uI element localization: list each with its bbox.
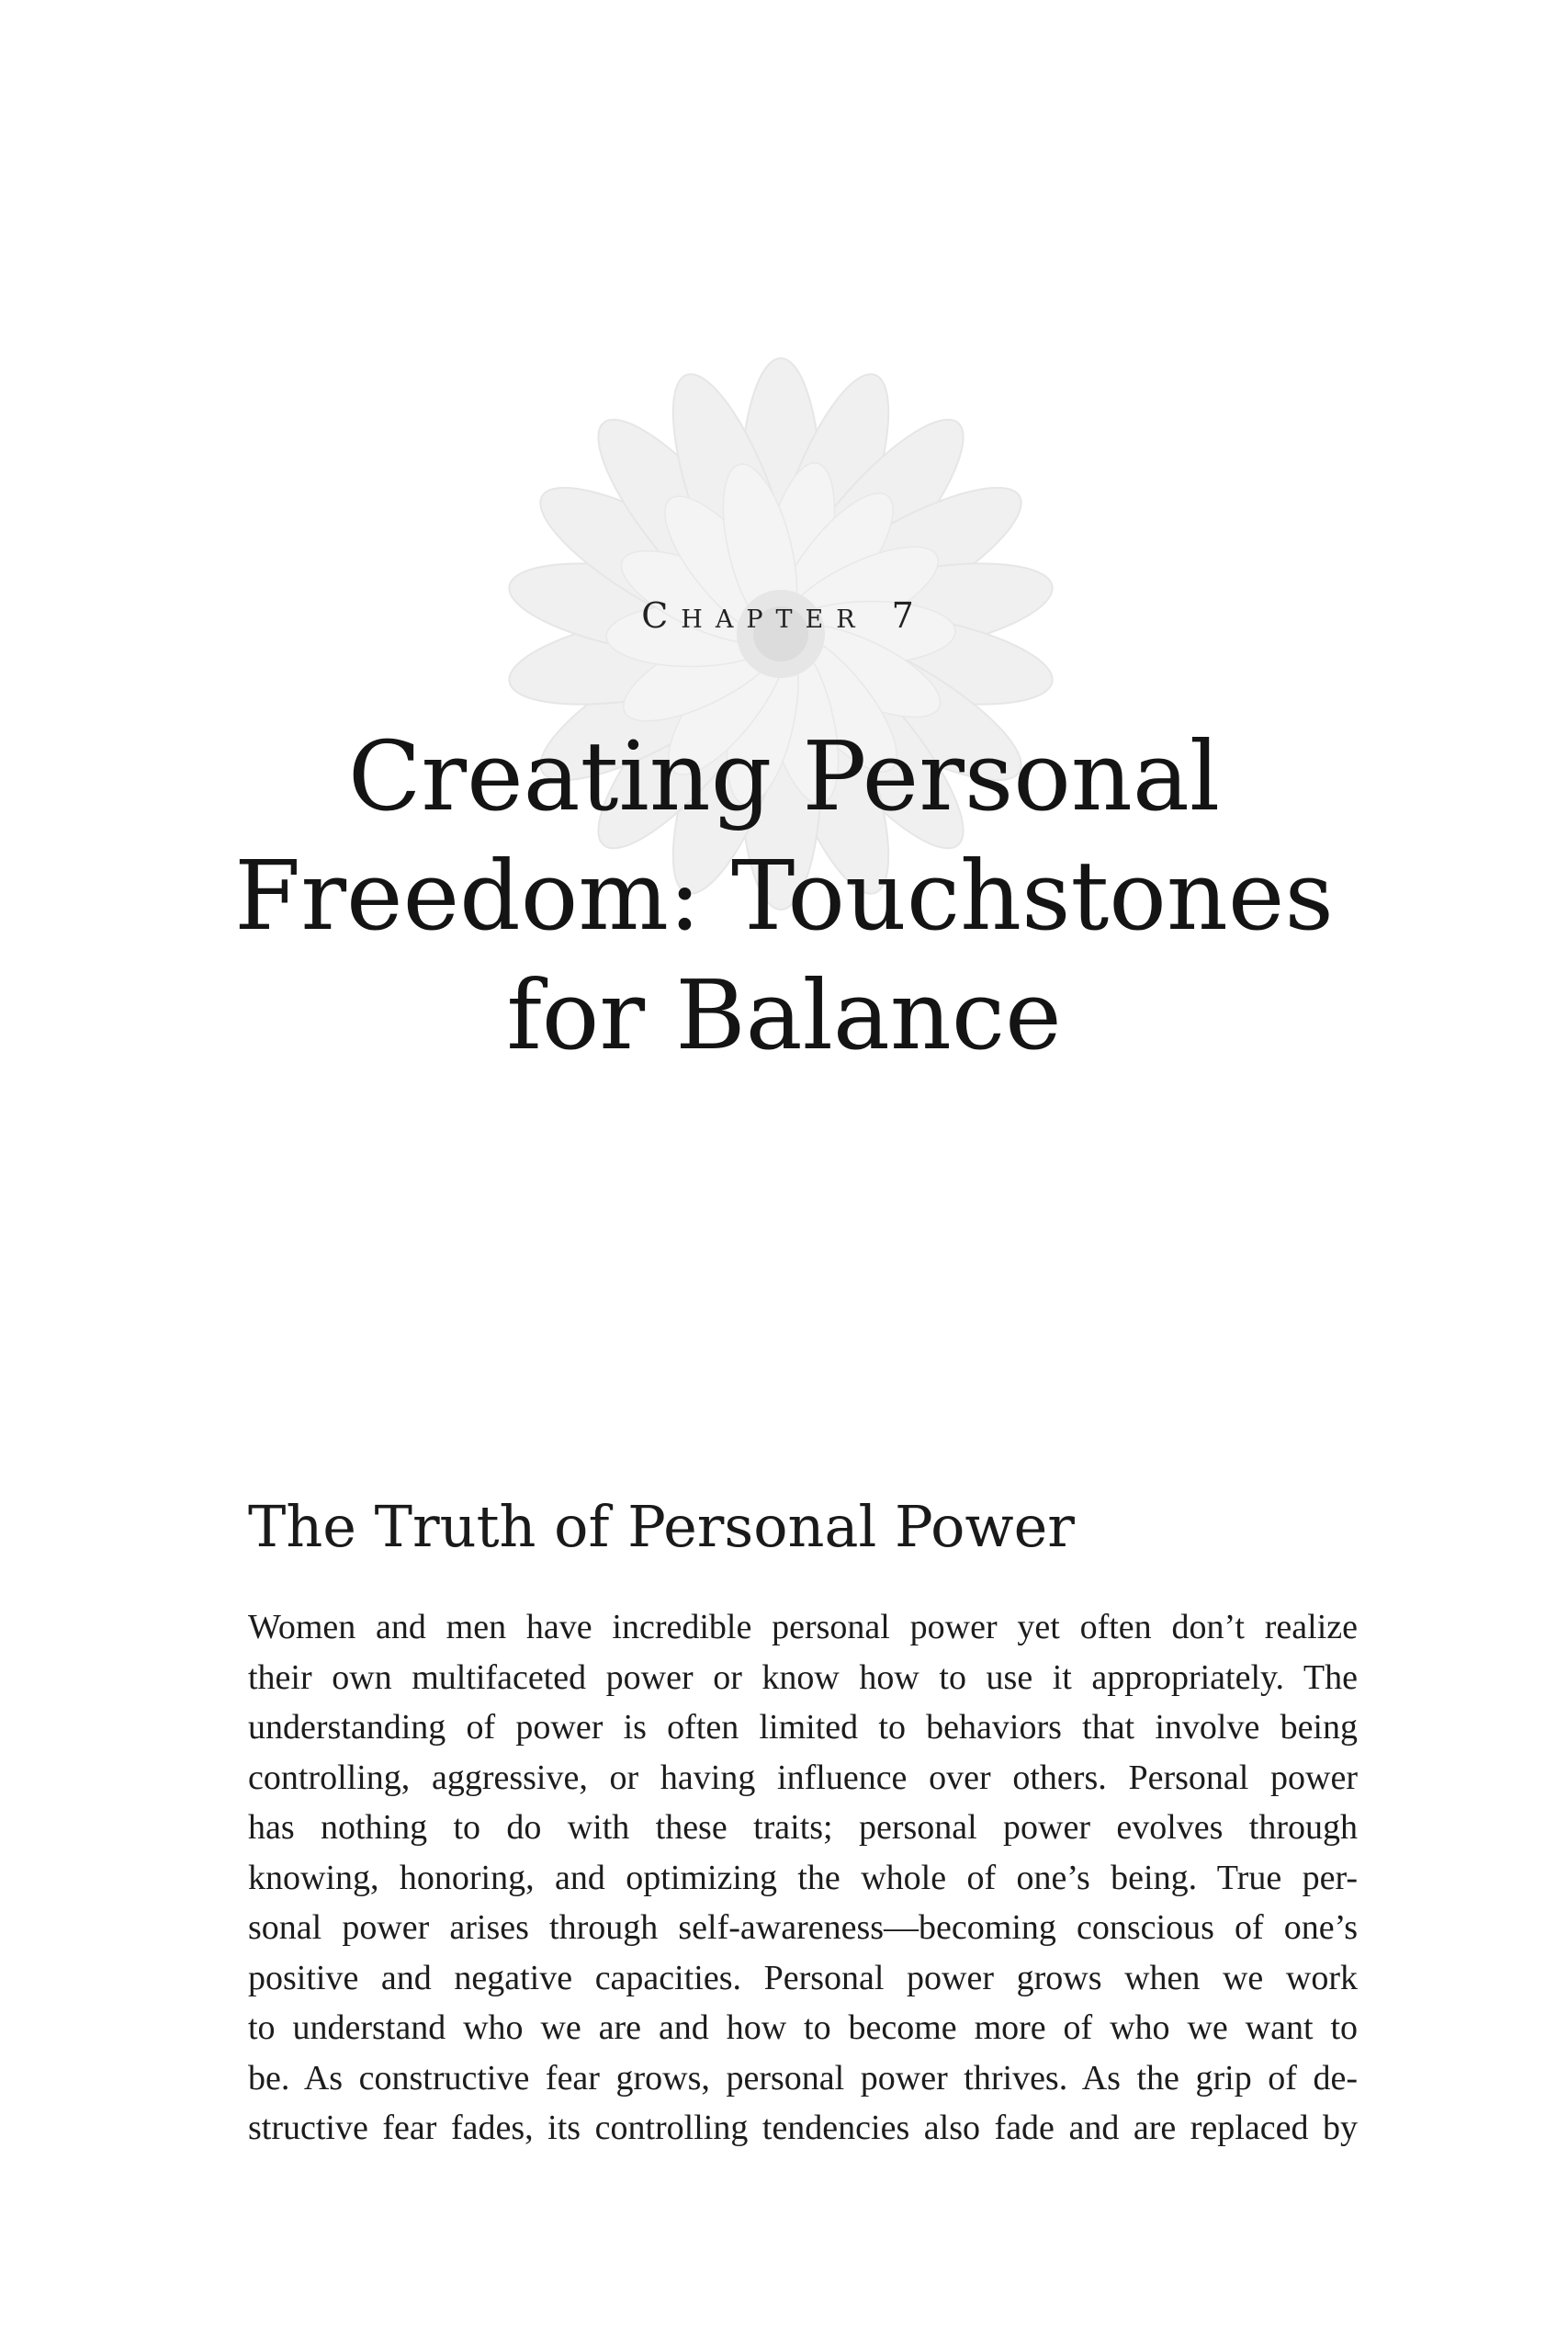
body-line: controlling, aggressive, or having influence over others. Personal power: [248, 1758, 1358, 1797]
body-line: knowing, honoring, and optimizing the whole of one’s being. True per-: [248, 1858, 1358, 1897]
chapter-label: Chapter 7: [641, 595, 927, 636]
section-heading: The Truth of Personal Power: [248, 1493, 1075, 1560]
body-line: structive fear fades, its controlling tendencies also fade and are replaced by: [248, 2109, 1358, 2147]
body-line: be. As constructive fear grows, personal power thrives. As the grip of de-: [248, 2058, 1358, 2098]
chapter-title-line: Freedom: Touchstones: [234, 840, 1334, 952]
body-line: their own multifaceted power or know how to use it appropriately. The: [248, 1657, 1358, 1697]
body-line: has nothing to do with these traits; personal power evolves through: [248, 1808, 1358, 1847]
body-line: positive and negative capacities. Personal power grows when we work: [248, 1958, 1358, 1997]
chapter-title-line: for Balance: [506, 959, 1062, 1071]
chapter-title: [184, 717, 1384, 1075]
body-line: to understand who we are and how to become more of who we want to: [248, 2008, 1358, 2047]
body-line: understanding of power is often limited to behaviors that involve being: [248, 1708, 1358, 1747]
chapter-title-line: Creating Personal: [347, 720, 1221, 832]
body-line: sonal power arises through self-awareness—becoming conscious of one’s: [248, 1908, 1358, 1947]
body-paragraph: [248, 1602, 1358, 2154]
body-line: Women and men have incredible personal power yet often don’t realize: [248, 1608, 1358, 1646]
